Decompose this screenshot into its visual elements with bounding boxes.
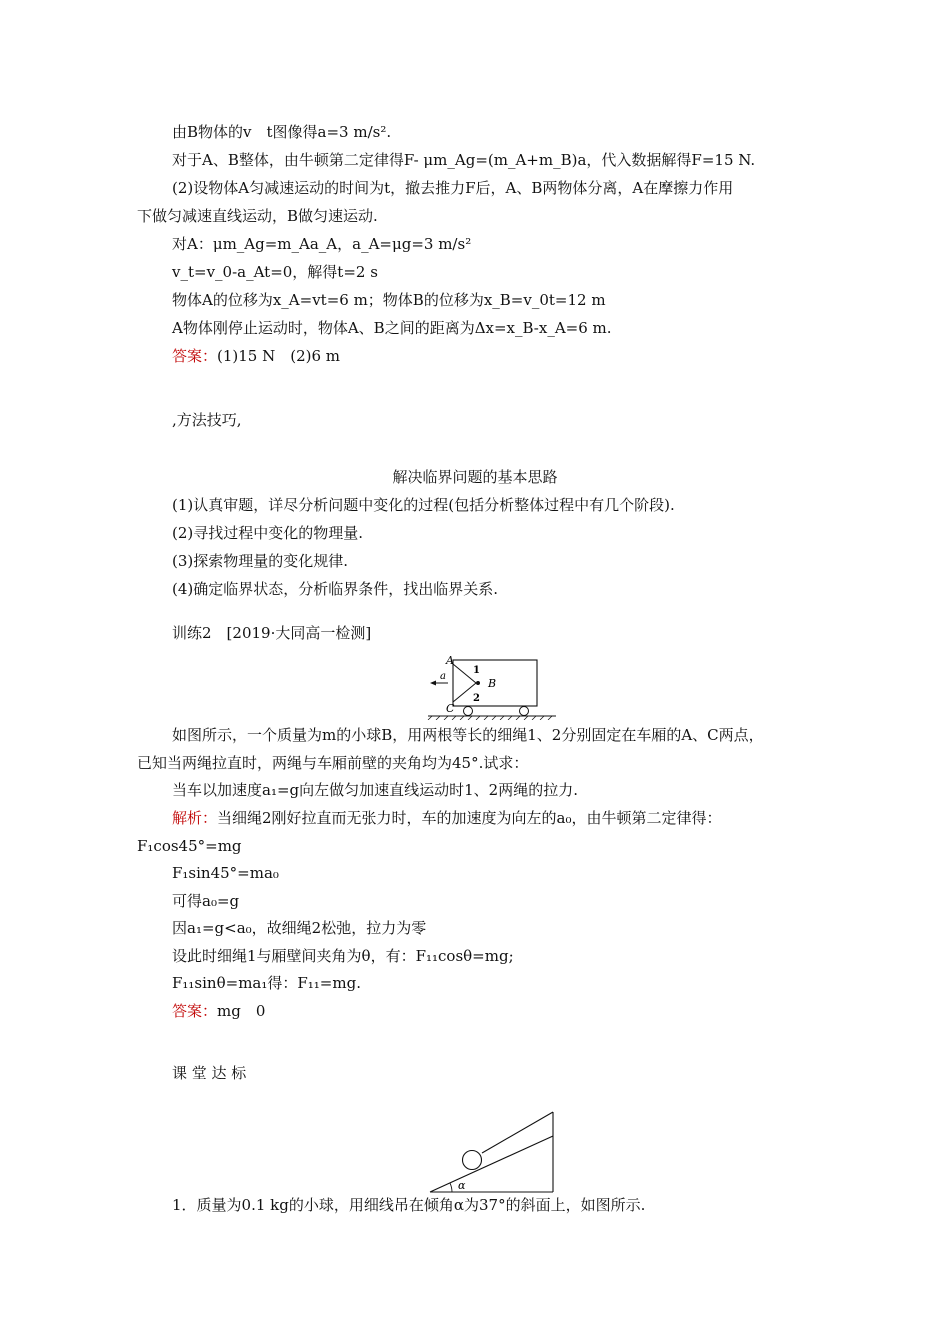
text-line: (2)寻找过程中变化的物理量. — [172, 524, 364, 542]
answer-text: mg 0 — [217, 1002, 266, 1020]
label-rope-2: 2 — [473, 693, 480, 704]
answer-line — [172, 1000, 265, 1022]
text-line: (2)设物体A匀减速运动的时间为t，撤去推力F后，A、B两物体分离，A在摩擦力作用 — [172, 179, 734, 197]
text-line: 对A：μm_Ag=m_Aa_A，a_A=μg=3 m/s² — [172, 235, 472, 253]
label-b-ball: B — [488, 677, 497, 690]
equation-line: F₁sin45°=ma₀ — [172, 864, 279, 882]
text-line: 下做匀减速直线运动，B做匀速运动. — [137, 207, 378, 225]
section-heading: 解决临界问题的基本思路 — [392, 468, 558, 486]
equation-line: F₁₁sinθ=ma₁得：F₁₁=mg. — [172, 974, 361, 992]
exercise-title: 训练2 [2019·大同高一检测] — [172, 624, 372, 642]
section-title: 课 堂 达 标 — [172, 1064, 247, 1082]
text-line: 如图所示，一个质量为m的小球B，用两根等长的细绳1、2分别固定在车厢的A、C两点， — [172, 726, 764, 744]
question-line: 1．质量为0.1 kg的小球，用细线吊在倾角α为37°的斜面上，如图所示. — [172, 1196, 646, 1214]
analysis-line — [172, 807, 722, 829]
answer-text: (1)15 N (2)6 m — [217, 347, 341, 365]
text-line: (4)确定临界状态，分析临界条件，找出临界关系. — [172, 580, 499, 598]
label-rope-1: 1 — [473, 665, 480, 676]
equation-line: 可得a₀=g — [172, 892, 240, 910]
answer-label: 答案： — [172, 347, 218, 365]
text-line: (1)认真审题，详尽分析问题中变化的过程(包括分析整体过程中有几个阶段). — [172, 496, 675, 514]
text-line: 对于A、B整体，由牛顿第二定律得F- μm_Ag=(m_A+m_B)a，代入数据解得F=15 N. — [172, 151, 756, 169]
text-line: 当车以加速度a₁=g向左做匀加速直线运动时1、2两绳的拉力. — [172, 781, 578, 799]
analysis-label: 解析： — [172, 809, 218, 827]
label-a-point: A — [446, 654, 454, 667]
equation-line: 因a₁=g<a₀，故细绳2松弛，拉力为零 — [172, 919, 427, 937]
equation-line: F₁cos45°=mg — [137, 837, 242, 855]
text-line: (3)探索物理量的变化规律. — [172, 552, 349, 570]
equation-line: 设此时细绳1与厢壁间夹角为θ，有：F₁₁cosθ=mg; — [172, 947, 514, 965]
label-alpha-angle: α — [458, 1179, 466, 1192]
text-line: A物体刚停止运动时，物体A、B之间的距离为Δx=x_B-x_A=6 m. — [172, 319, 612, 337]
answer-line — [172, 345, 340, 367]
incline-figure — [425, 1108, 560, 1196]
section-marker: ,方法技巧, — [172, 411, 242, 429]
analysis-text: 当细绳2刚好拉直而无张力时，车的加速度为向左的a₀，由牛顿第二定律得： — [217, 809, 722, 827]
text-line: 已知当两绳拉直时，两绳与车厢前壁的夹角均为45°.试求： — [137, 754, 529, 772]
cart-figure — [420, 652, 560, 720]
label-acceleration: a — [440, 671, 446, 682]
text-line: 由B物体的v t图像得a=3 m/s². — [172, 123, 392, 141]
text-line: 物体A的位移为x_A=vt=6 m；物体B的位移为x_B=v_0t=12 m — [172, 291, 606, 309]
answer-label: 答案： — [172, 1002, 218, 1020]
text-line: v_t=v_0-a_At=0，解得t=2 s — [172, 263, 378, 281]
label-c-point: C — [446, 702, 455, 715]
